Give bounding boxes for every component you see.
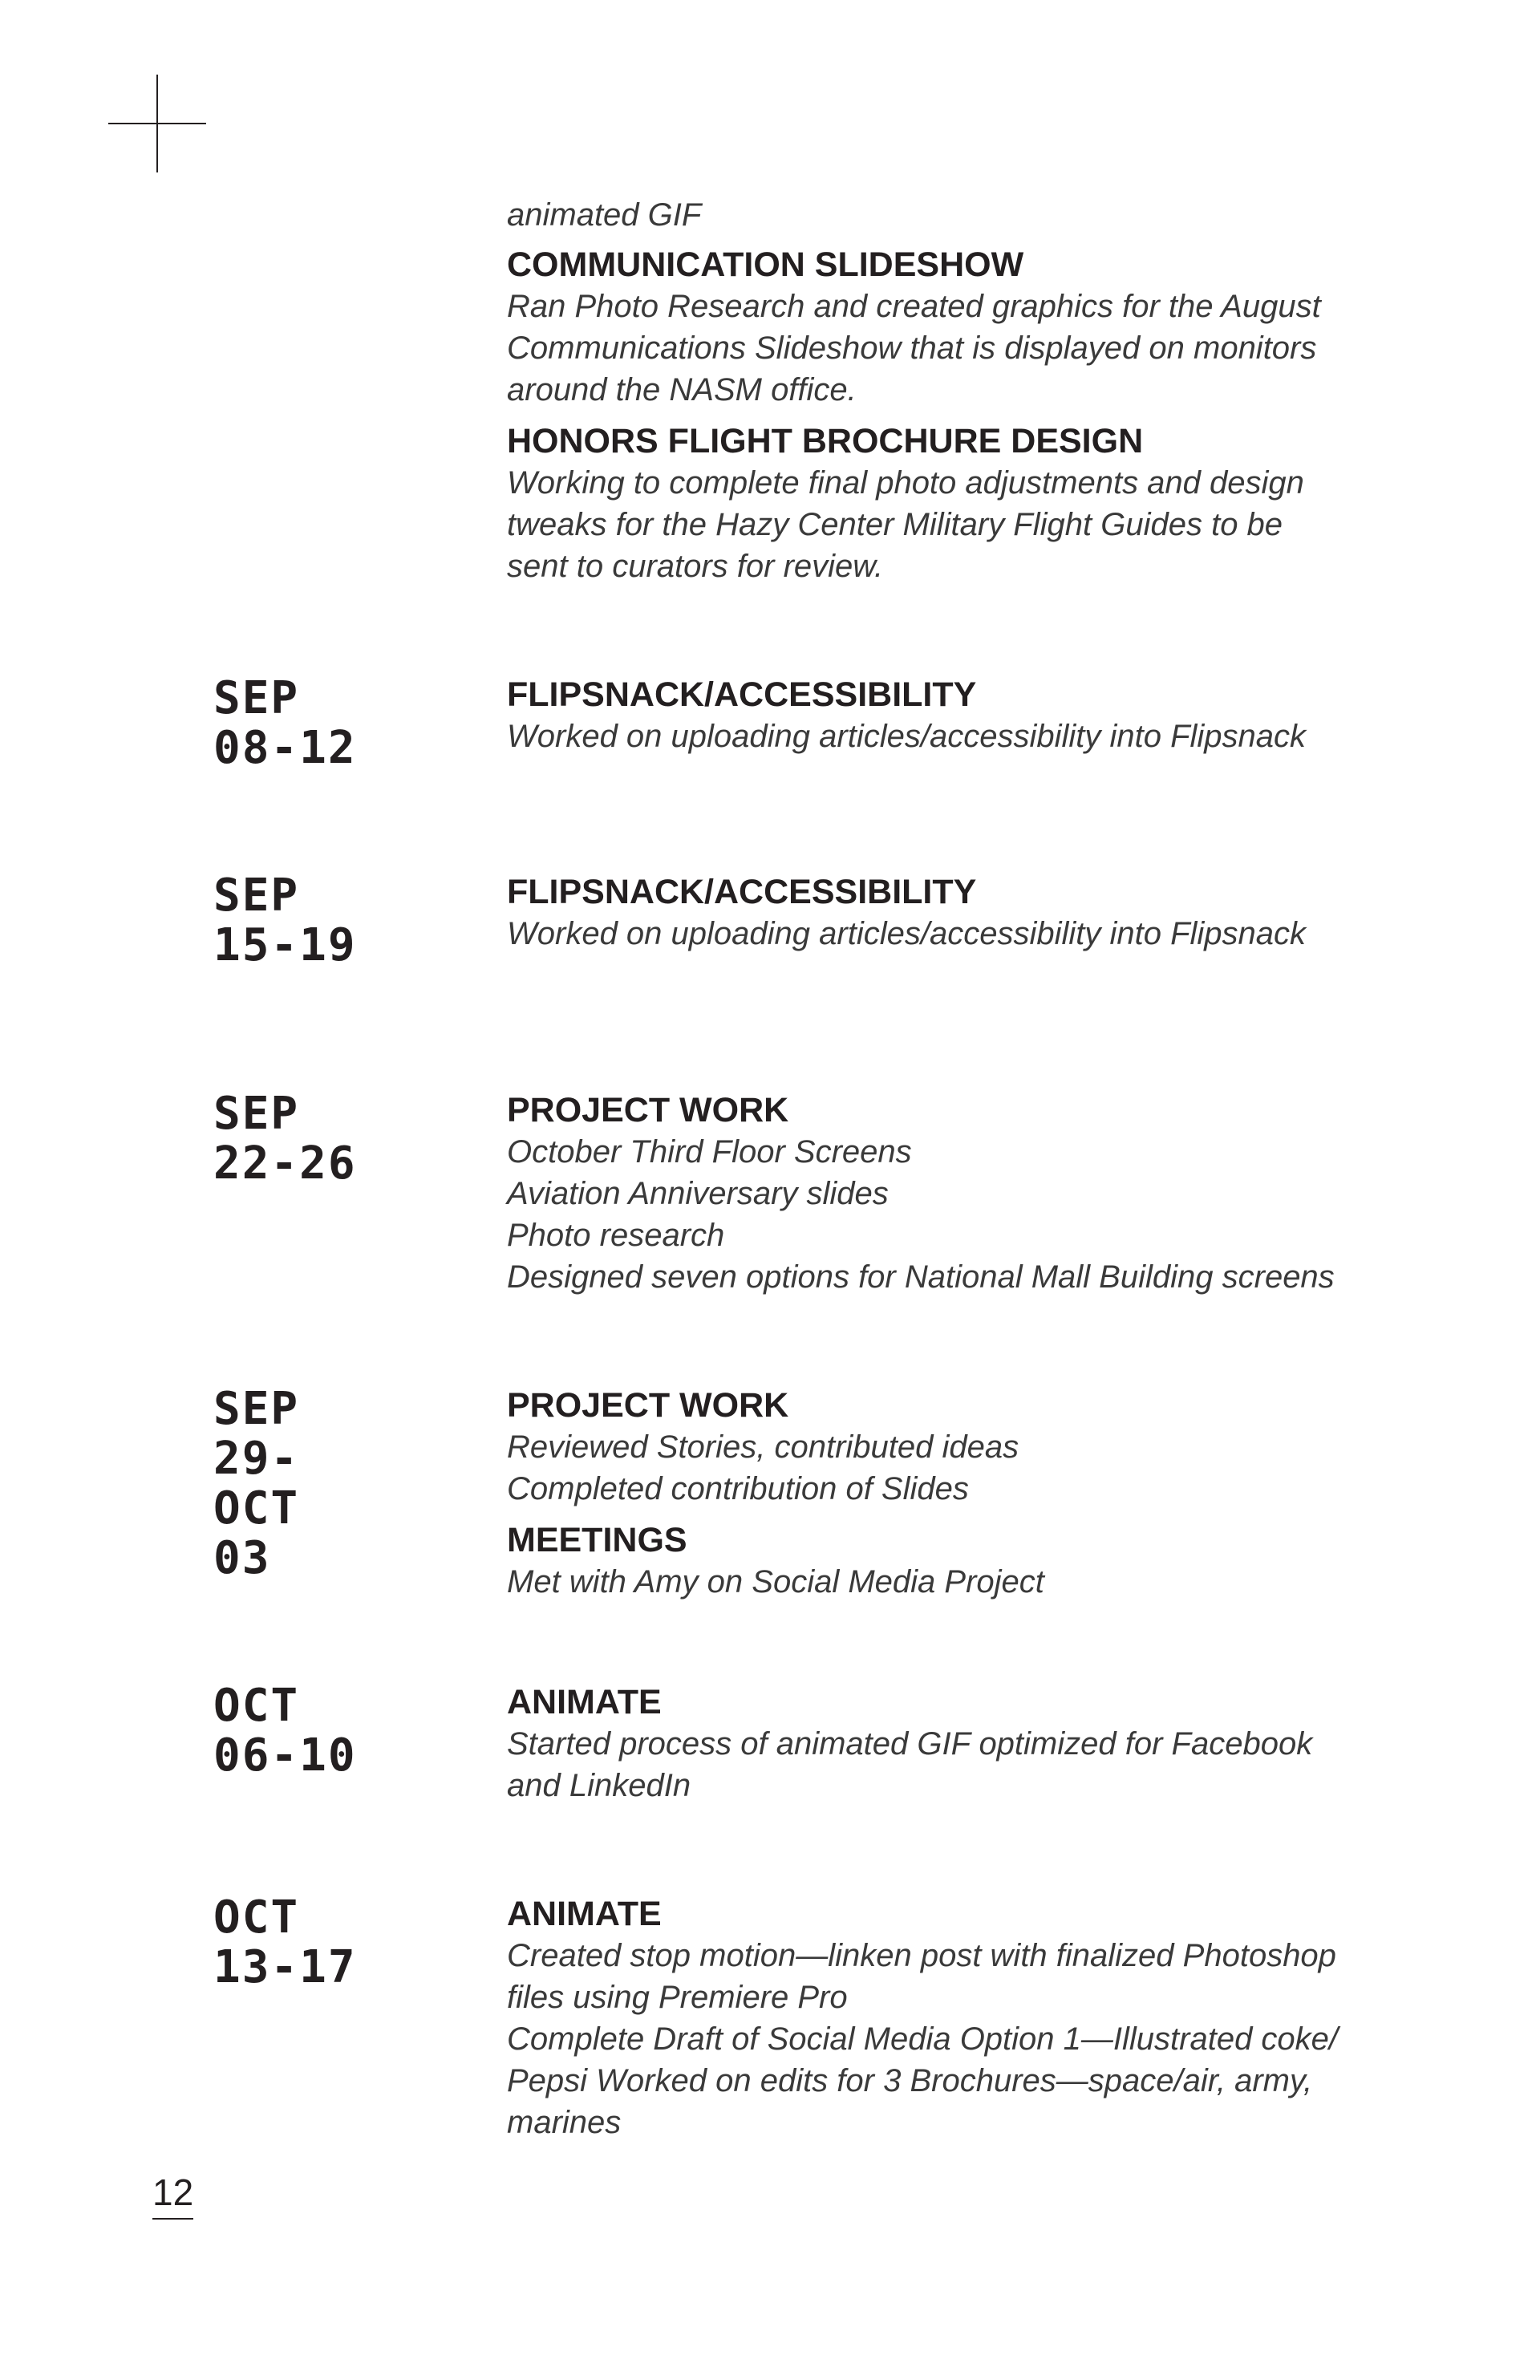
- week-date: [213, 674, 454, 773]
- week-date: [213, 871, 454, 971]
- block-heading: FLIPSNACK/ACCESSIBILITY: [507, 873, 977, 911]
- week-date: [213, 1385, 454, 1583]
- activity-block: [507, 1089, 1429, 1298]
- continuation-lead-text: animated GIF: [507, 197, 702, 233]
- week-content: [507, 1681, 1429, 1806]
- week-content: [507, 1385, 1429, 1603]
- activity-block: [507, 1519, 1429, 1603]
- date-line: 22-26: [213, 1137, 357, 1190]
- block-heading: PROJECT WORK: [507, 1091, 789, 1129]
- continuation-block: [507, 420, 1429, 587]
- week-date: [213, 1089, 454, 1189]
- date-line: SEP: [213, 870, 300, 922]
- block-heading: HONORS FLIGHT BROCHURE DESIGN: [507, 422, 1144, 460]
- date-line: OCT: [213, 1482, 300, 1535]
- block-heading: MEETINGS: [507, 1521, 687, 1559]
- block-text: Met with Amy on Social Media Project: [507, 1564, 1044, 1600]
- block-text: Worked on uploading articles/accessibility into Flipsnack: [507, 916, 1307, 951]
- date-line: OCT: [213, 1680, 300, 1732]
- date-line: SEP: [213, 1383, 300, 1435]
- date-line: 03: [213, 1532, 271, 1584]
- page-number: 12: [152, 2170, 193, 2220]
- crop-mark-vertical: [156, 75, 158, 172]
- continuation-block: [507, 244, 1429, 411]
- block-text: Working to complete final photo adjustments and design tweaks for the Hazy Center Military Flight Guides to be sent to curators for review.: [507, 465, 1304, 584]
- week-date: [213, 1681, 454, 1781]
- block-heading: ANIMATE: [507, 1683, 662, 1721]
- block-text: Worked on uploading articles/accessibility into Flipsnack: [507, 719, 1307, 754]
- block-text: Reviewed Stories, contributed ideas Completed contribution of Slides: [507, 1429, 1019, 1506]
- block-text: Created stop motion—linken post with finalized Photoshop files using Premiere Pro Complete Draft of Social Media Option 1—Illustrated coke/ Pepsi Worked on edits for 3 Brochures—space/air, army, marines: [507, 1938, 1339, 2140]
- date-line: 08-12: [213, 722, 357, 774]
- block-text: Started process of animated GIF optimized for Facebook and LinkedIn: [507, 1726, 1313, 1803]
- date-line: SEP: [213, 1088, 300, 1140]
- date-line: 13-17: [213, 1941, 357, 1993]
- activity-block: [507, 1893, 1429, 2143]
- activity-block: [507, 871, 1429, 955]
- block-heading: COMMUNICATION SLIDESHOW: [507, 245, 1024, 284]
- continuation-content: [507, 194, 1429, 587]
- block-text: October Third Floor Screens Aviation Anniversary slides Photo research Designed seven options for National Mall Building screens: [507, 1134, 1335, 1295]
- block-text: Ran Photo Research and created graphics for the August Communications Slideshow that is displayed on monitors around the NASM office.: [507, 289, 1321, 407]
- date-line: SEP: [213, 672, 300, 724]
- date-line: 15-19: [213, 919, 357, 971]
- activity-block: [507, 674, 1429, 757]
- date-line: 06-10: [213, 1729, 357, 1782]
- block-heading: ANIMATE: [507, 1895, 662, 1933]
- week-date: [213, 1893, 454, 1993]
- week-content: [507, 674, 1429, 757]
- date-line: 29-: [213, 1433, 300, 1485]
- activity-block: [507, 1385, 1429, 1510]
- activity-block: [507, 1681, 1429, 1806]
- block-heading: FLIPSNACK/ACCESSIBILITY: [507, 675, 977, 714]
- week-content: [507, 1089, 1429, 1298]
- week-content: [507, 1893, 1429, 2143]
- week-content: [507, 871, 1429, 955]
- date-line: OCT: [213, 1891, 300, 1944]
- block-heading: PROJECT WORK: [507, 1386, 789, 1425]
